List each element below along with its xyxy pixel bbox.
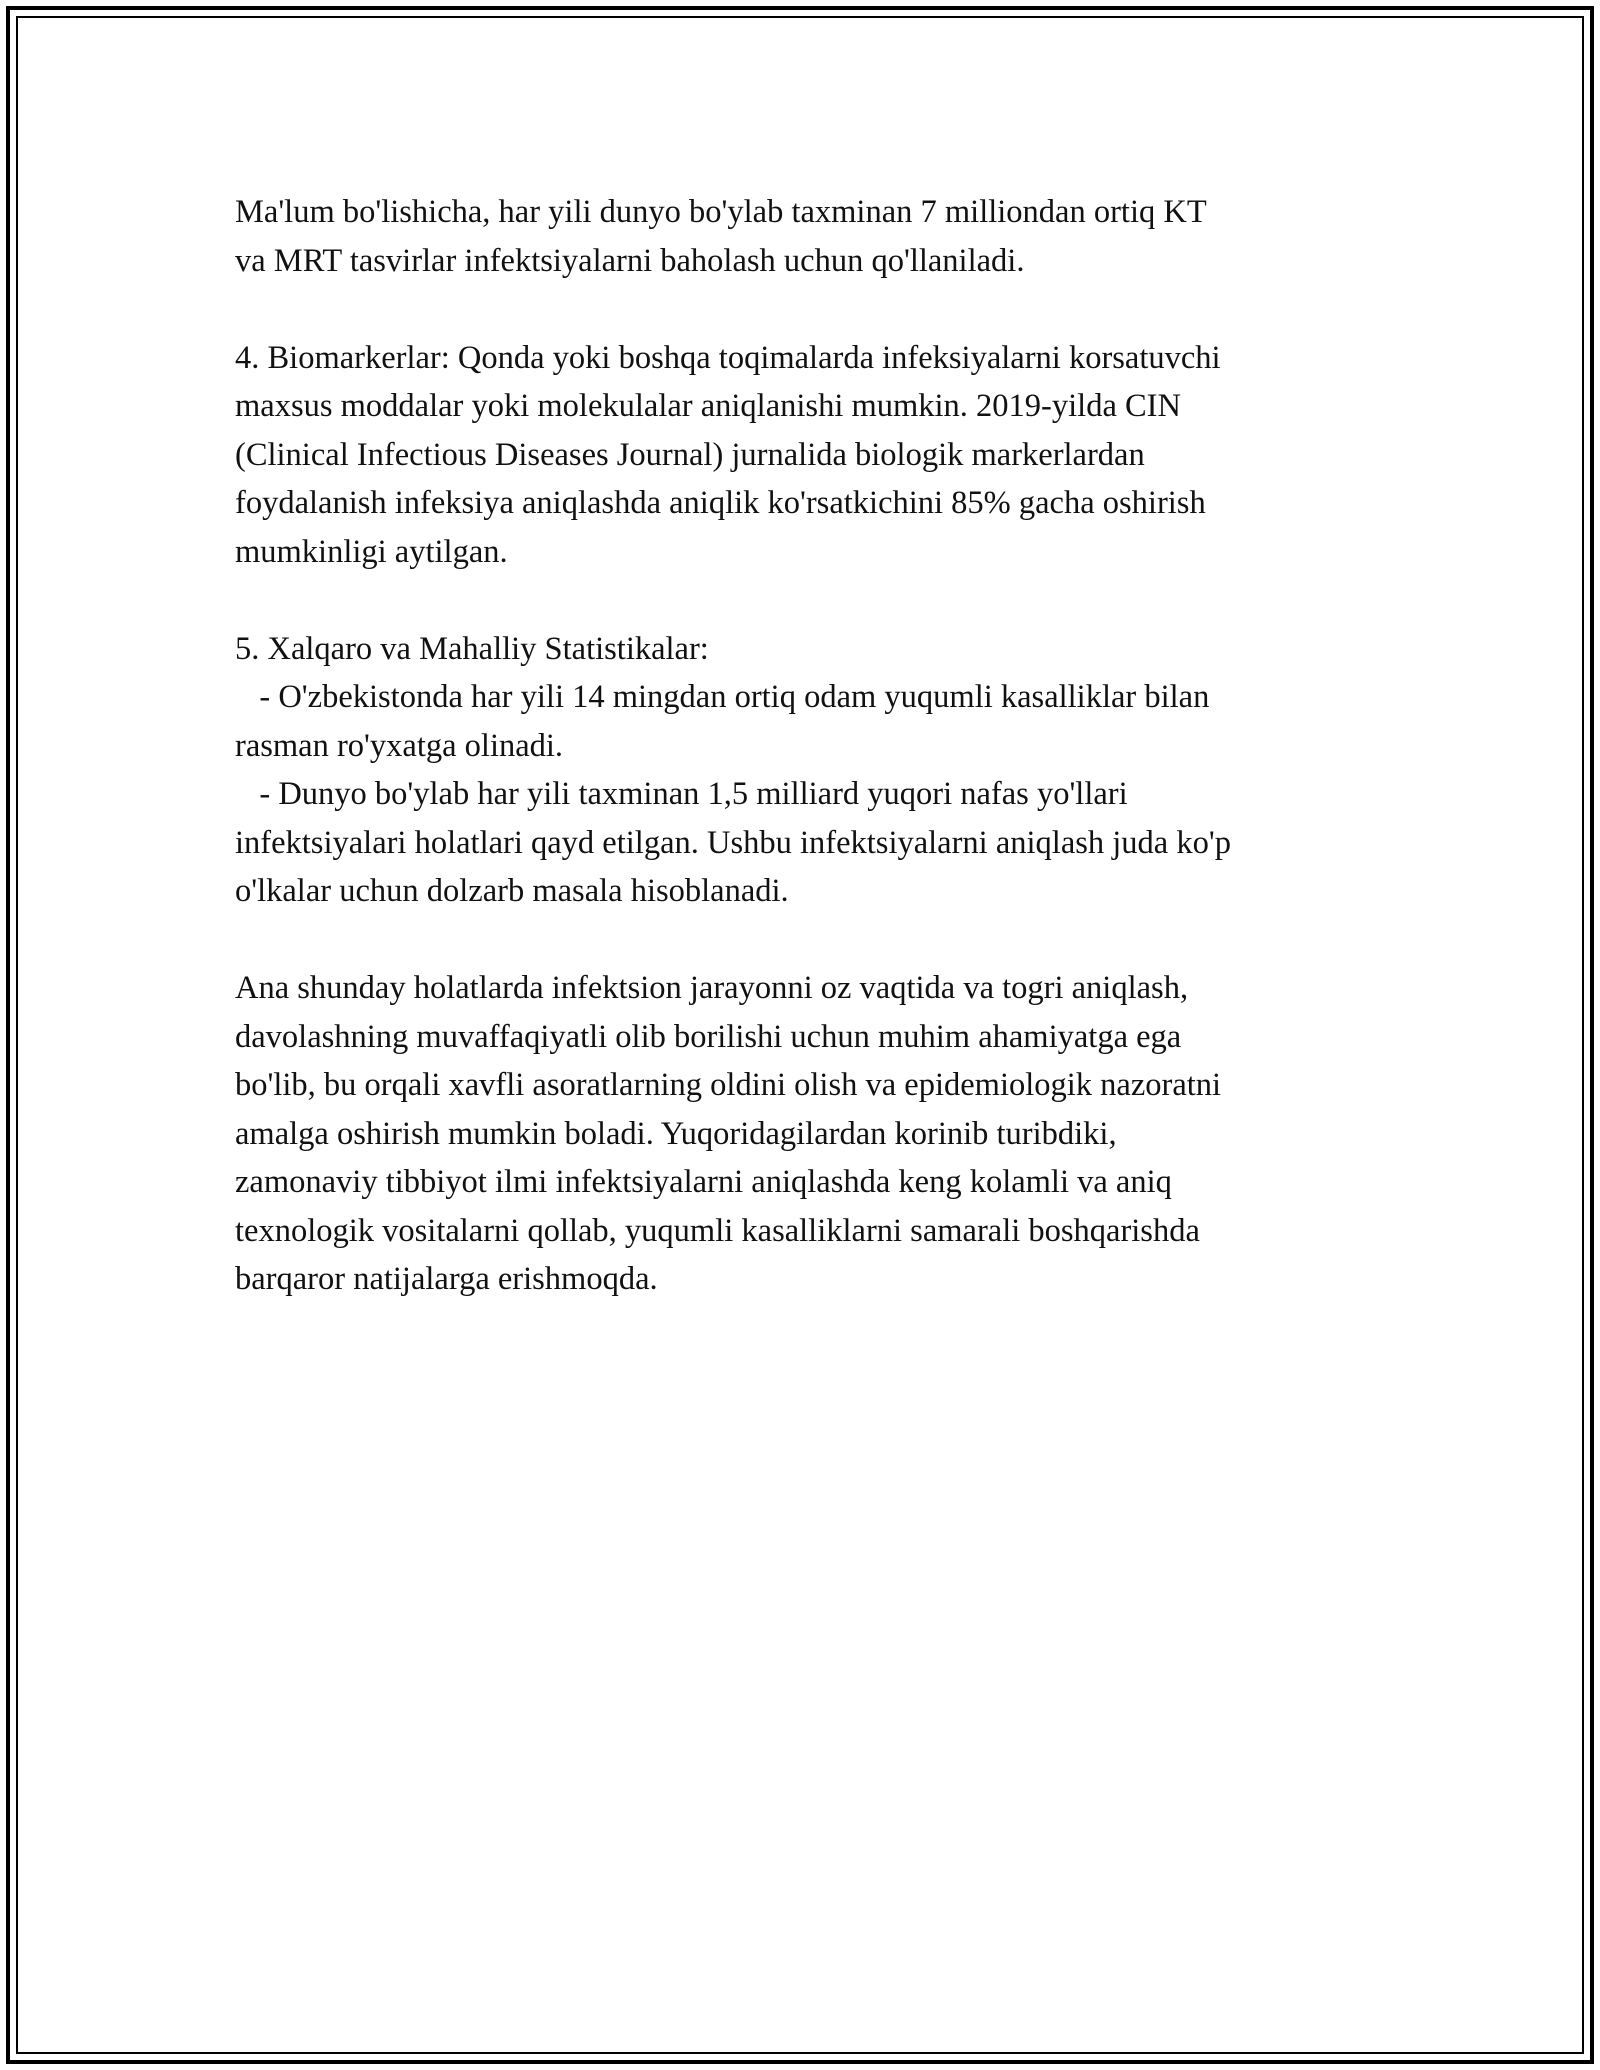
text-line: 4. Biomarkerlar: Qonda yoki boshqa toqimalarda infeksiyalarni korsatuvchi (235, 339, 1221, 376)
text-line: zamonaviy tibbiyot ilmi infektsiyalarni aniqlashda keng kolamli va aniq (235, 1164, 1172, 1200)
text-line: va MRT tasvirlar infektsiyalarni baholash uchun qo'llaniladi. (235, 242, 1025, 279)
paragraph-gap (235, 285, 1385, 334)
paragraph-gap (235, 576, 1385, 625)
text-line: foydalanish infeksiya aniqlashda aniqlik ko'rsatkichini 85% gacha oshirish (235, 485, 1206, 521)
text-line: o'lkalar uchun dolzarb masala hisoblanadi. (235, 873, 789, 909)
text-line: 5. Xalqaro va Mahalliy Statistikalar: (235, 630, 709, 667)
paragraph-statistics (235, 625, 1385, 916)
text-line: texnologik vositalarni qollab, yuqumli kasalliklarni samarali boshqarishda (235, 1212, 1200, 1249)
text-line: davolashning muvaffaqiyatli olib borilishi uchun muhim ahamiyatga ega (235, 1018, 1182, 1055)
text-line: Ana shunday holatlarda infektsion jarayonni oz vaqtida va togri aniqlash, (235, 970, 1189, 1006)
paragraph-gap (235, 916, 1385, 965)
paragraph-intro (235, 188, 1385, 285)
document-body (235, 188, 1385, 1304)
text-line: rasman ro'yxatga olinadi. (235, 727, 564, 764)
text-line: (Clinical Infectious Diseases Journal) jurnalida biologik markerlardan (235, 436, 1145, 473)
paragraph-conclusion (235, 964, 1385, 1304)
text-line: - O'zbekistonda har yili 14 mingdan ortiq odam yuqumli kasalliklar bilan (235, 679, 1210, 715)
text-line: Ma'lum bo'lishicha, har yili dunyo bo'ylab taxminan 7 milliondan ortiq KT (235, 194, 1207, 230)
text-line: maxsus moddalar yoki molekulalar aniqlanishi mumkin. 2019-yilda CIN (235, 388, 1181, 424)
text-line: barqaror natijalarga erishmoqda. (235, 1261, 658, 1297)
text-line: bo'lib, bu orqali xavfli asoratlarning oldini olish va epidemiologik nazoratni (235, 1067, 1222, 1103)
paragraph-biomarkers (235, 334, 1385, 577)
text-line: - Dunyo bo'ylab har yili taxminan 1,5 milliard yuqori nafas yo'llari (235, 776, 1128, 812)
text-line: amalga oshirish mumkin boladi. Yuqoridagilardan korinib turibdiki, (235, 1115, 1117, 1152)
text-line: infektsiyalari holatlari qayd etilgan. Ushbu infektsiyalarni aniqlash juda ko'p (235, 824, 1231, 861)
text-line: mumkinligi aytilgan. (235, 533, 508, 570)
